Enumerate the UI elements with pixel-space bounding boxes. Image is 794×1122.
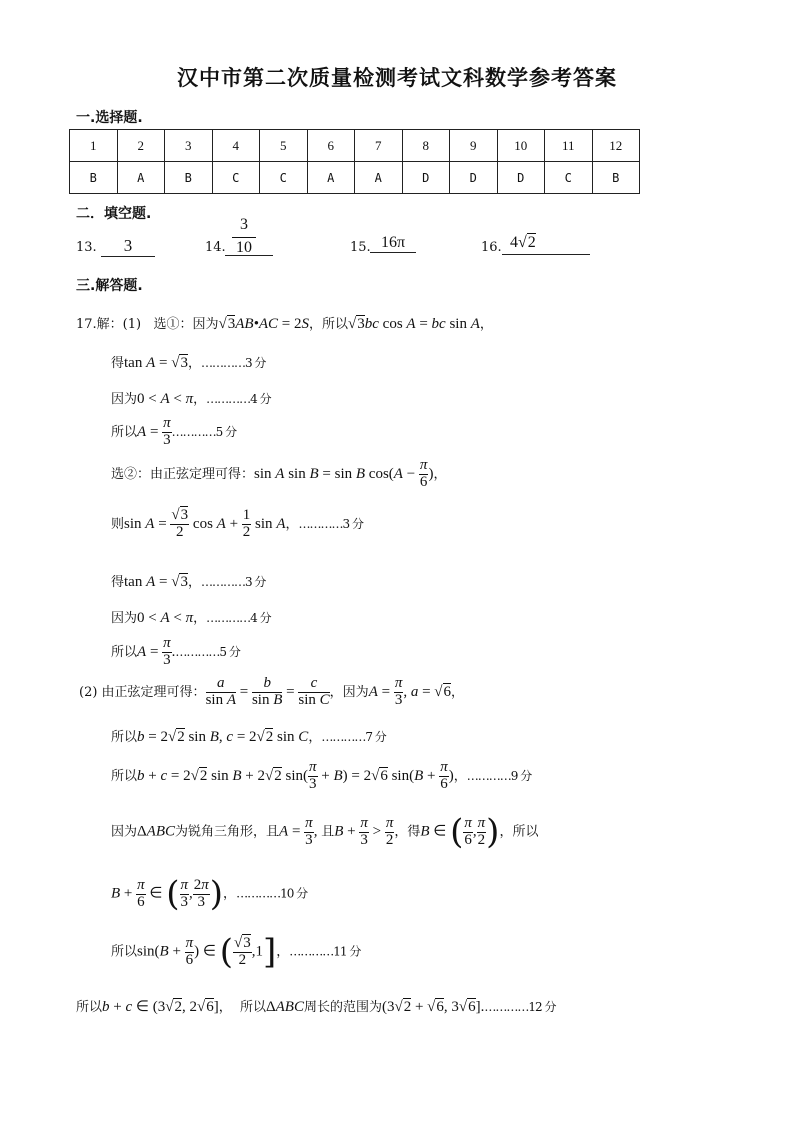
answer-number-cell: 11 xyxy=(545,130,593,162)
q17-because-3: 因为 xyxy=(342,684,369,700)
answer-number-cell: 5 xyxy=(260,130,308,162)
answer-letter-cell: B xyxy=(70,162,118,194)
q17-line-12: 所以b + c = 2√2 sin B + 2√2 sin( $\frac{\pi}{3}$ + B) = 2√6 sin(B + $\frac{\pi}{6}$ )，…………9 分 xyxy=(111,759,532,792)
answer-letter-cell: C xyxy=(212,162,260,194)
q17-then: 则 xyxy=(111,516,125,532)
q13-label: 13. xyxy=(76,240,97,255)
q17-score-5a: …………5 分 xyxy=(171,424,237,439)
q17-line-5: 选②：由正弦定理可得：sin A sin B = sin B cos(A − $\frac{\pi}{6}$ )， xyxy=(111,457,447,490)
q17-line-11: 所以b = 2√2 sin B, c = 2√2 sin C，…………7 分 xyxy=(111,729,386,745)
answer-number-cell: 1 xyxy=(70,130,118,162)
q16-coef: 4 xyxy=(510,234,518,251)
answer-number-cell: 6 xyxy=(307,130,355,162)
q17-line-13: 因为ΔABC为锐角三角形，且A = $\frac{\pi}{3}$ , 且B + $\frac{\pi}{3}$ > $\frac{\pi}{2}$ ，得B ∈ ( $\frac{\pi}{6}$ , $\frac{\pi}{2}$ )，所以 xyxy=(111,812,539,852)
q17-score-4a: …………4 分 xyxy=(206,392,271,406)
q17-score-3c: …………3 分 xyxy=(200,575,266,589)
answer-letter-cell: D xyxy=(402,162,450,194)
section-fill: 二．填空题. xyxy=(76,206,152,222)
q17-line-10: (2) 由正弦定理可得： $\frac{a}{\text{sin A}}$ = $\frac{b}{\text{sin B}}$ = $\frac{c}{\text{sin C}}$ ，因为A = $\frac{\pi}{3}$ , a = √6， xyxy=(79,675,465,708)
q17-so-4: 所以 xyxy=(111,730,138,745)
q17-score-11: …………11 分 xyxy=(289,944,361,959)
q17-get-1: 得 xyxy=(111,356,125,371)
q17-line-7: 得tan A = √3，…………3 分 xyxy=(111,574,266,590)
answer-table-answers xyxy=(70,162,640,194)
q13-answer: 3 xyxy=(101,236,155,257)
answer-number-cell: 9 xyxy=(450,130,498,162)
q16-radicand: 2 xyxy=(527,234,536,251)
q17-score-3b: …………3 分 xyxy=(298,516,363,531)
answer-number-cell: 8 xyxy=(402,130,450,162)
q17-score-10: …………10 分 xyxy=(236,886,308,901)
q17-opt2-label: 选②：由正弦定理可得： xyxy=(111,466,255,482)
answer-number-cell: 7 xyxy=(355,130,403,162)
q17-opt1-label: 选①：因为 xyxy=(153,317,219,332)
q17-line-8: 因为0 < A < π，…………4 分 xyxy=(111,610,271,626)
answer-table xyxy=(69,129,640,194)
q17-so-7: 所以 xyxy=(111,944,138,960)
q17-because-1: 因为 xyxy=(111,392,138,407)
q15-label: 15. xyxy=(350,240,371,255)
answer-letter-cell: D xyxy=(450,162,498,194)
q17-acute: 为锐角三角形，且 xyxy=(175,824,280,840)
q17-so-5: 所以 xyxy=(111,768,138,784)
q17-so-1: 所以 xyxy=(321,317,348,332)
q16-answer: 4√2 xyxy=(502,234,590,255)
answer-letter-cell: A xyxy=(355,162,403,194)
q17-line-9: 所以A = $\frac{\pi}{3}$ .…………5 分 xyxy=(111,635,240,668)
q17-so-9: 所以 xyxy=(239,1000,266,1015)
q17-line-2: 得tan A = √3，…………3 分 xyxy=(111,355,266,371)
q17-intro: 17.解：(1) xyxy=(76,317,142,332)
q17-so-6: 所以 xyxy=(512,824,539,840)
answer-number-cell: 2 xyxy=(117,130,165,162)
q15-answer: 16π xyxy=(370,234,416,253)
q17-line-3: 因为0 < A < π，…………4 分 xyxy=(111,391,271,407)
answer-number-cell: 3 xyxy=(165,130,213,162)
q14-blank xyxy=(225,238,273,256)
q14-denominator: 10 xyxy=(236,239,252,256)
q17-because-2: 因为 xyxy=(111,611,138,626)
q14-numerator: 3 xyxy=(240,216,248,233)
q14-label: 14. xyxy=(205,240,226,255)
answer-table-numbers xyxy=(70,130,640,162)
q17-perimeter: 周长的范围为 xyxy=(303,1000,382,1015)
q17-line-15: 所以sin(B + $\frac{\pi}{6}$ ) ∈ ( $\frac{√3}{2}$ ,1]，…………11 分 xyxy=(111,932,361,972)
q17-score-12: …………12 分 xyxy=(484,1000,556,1014)
q16-label: 16. xyxy=(481,240,502,255)
q17-get-2: 得 xyxy=(111,575,125,590)
answer-letter-cell: A xyxy=(307,162,355,194)
answer-number-cell: 12 xyxy=(592,130,640,162)
q17-score-4b: …………4 分 xyxy=(206,611,271,625)
q17-score-7: …………7 分 xyxy=(321,730,386,744)
answer-letter-cell: B xyxy=(165,162,213,194)
answer-number-cell: 10 xyxy=(497,130,545,162)
q17-score-9: …………9 分 xyxy=(466,768,532,783)
answer-letter-cell: A xyxy=(117,162,165,194)
q17-score-5b: …………5 分 xyxy=(175,644,240,659)
q17-because-4: 因为 xyxy=(111,824,138,840)
q17-line-14: B + $\frac{\pi}{6}$ ∈ ( $\frac{\pi}{3}$ , $\frac{2\pi}{3}$ )，…………10 分 xyxy=(111,874,308,914)
section-solve: 三.解答题. xyxy=(76,278,143,294)
answer-letter-cell: C xyxy=(260,162,308,194)
answer-letter-cell: C xyxy=(545,162,593,194)
q17-line-4: 所以A = $\frac{\pi}{3}$ …………5 分 xyxy=(111,415,237,448)
answer-number-cell: 4 xyxy=(212,130,260,162)
q17-line-1: 17.解：(1) 选①：因为√3AB•AC = 2S，所以√3bc cos A = bc sin A， xyxy=(76,316,493,332)
answer-letter-cell: D xyxy=(497,162,545,194)
q17-line-6: 则sin A = $\frac{√3}{2}$ cos A + $\frac{1}{2}$ sin A，…………3 分 xyxy=(111,507,363,540)
answer-letter-cell: B xyxy=(592,162,640,194)
q17-score-3a: …………3 分 xyxy=(200,356,266,370)
q17-so-3: 所以 xyxy=(111,644,138,660)
q17-line-16: 所以b + c ∈ (3√2, 2√6]， 所以ΔABC周长的范围为(3√2 + √6, 3√6].…………12 分 xyxy=(76,999,556,1015)
q17-and: 且 xyxy=(321,824,335,840)
section-choice: 一.选择题. xyxy=(76,110,143,126)
page-title: 汉中市第二次质量检测考试文科数学参考答案 xyxy=(177,66,617,90)
q17-part2-label: (2) 由正弦定理可得： xyxy=(79,684,206,700)
q17-so-2: 所以 xyxy=(111,424,138,440)
q17-so-8: 所以 xyxy=(76,1000,103,1015)
q17-get-3: 得 xyxy=(407,824,421,840)
